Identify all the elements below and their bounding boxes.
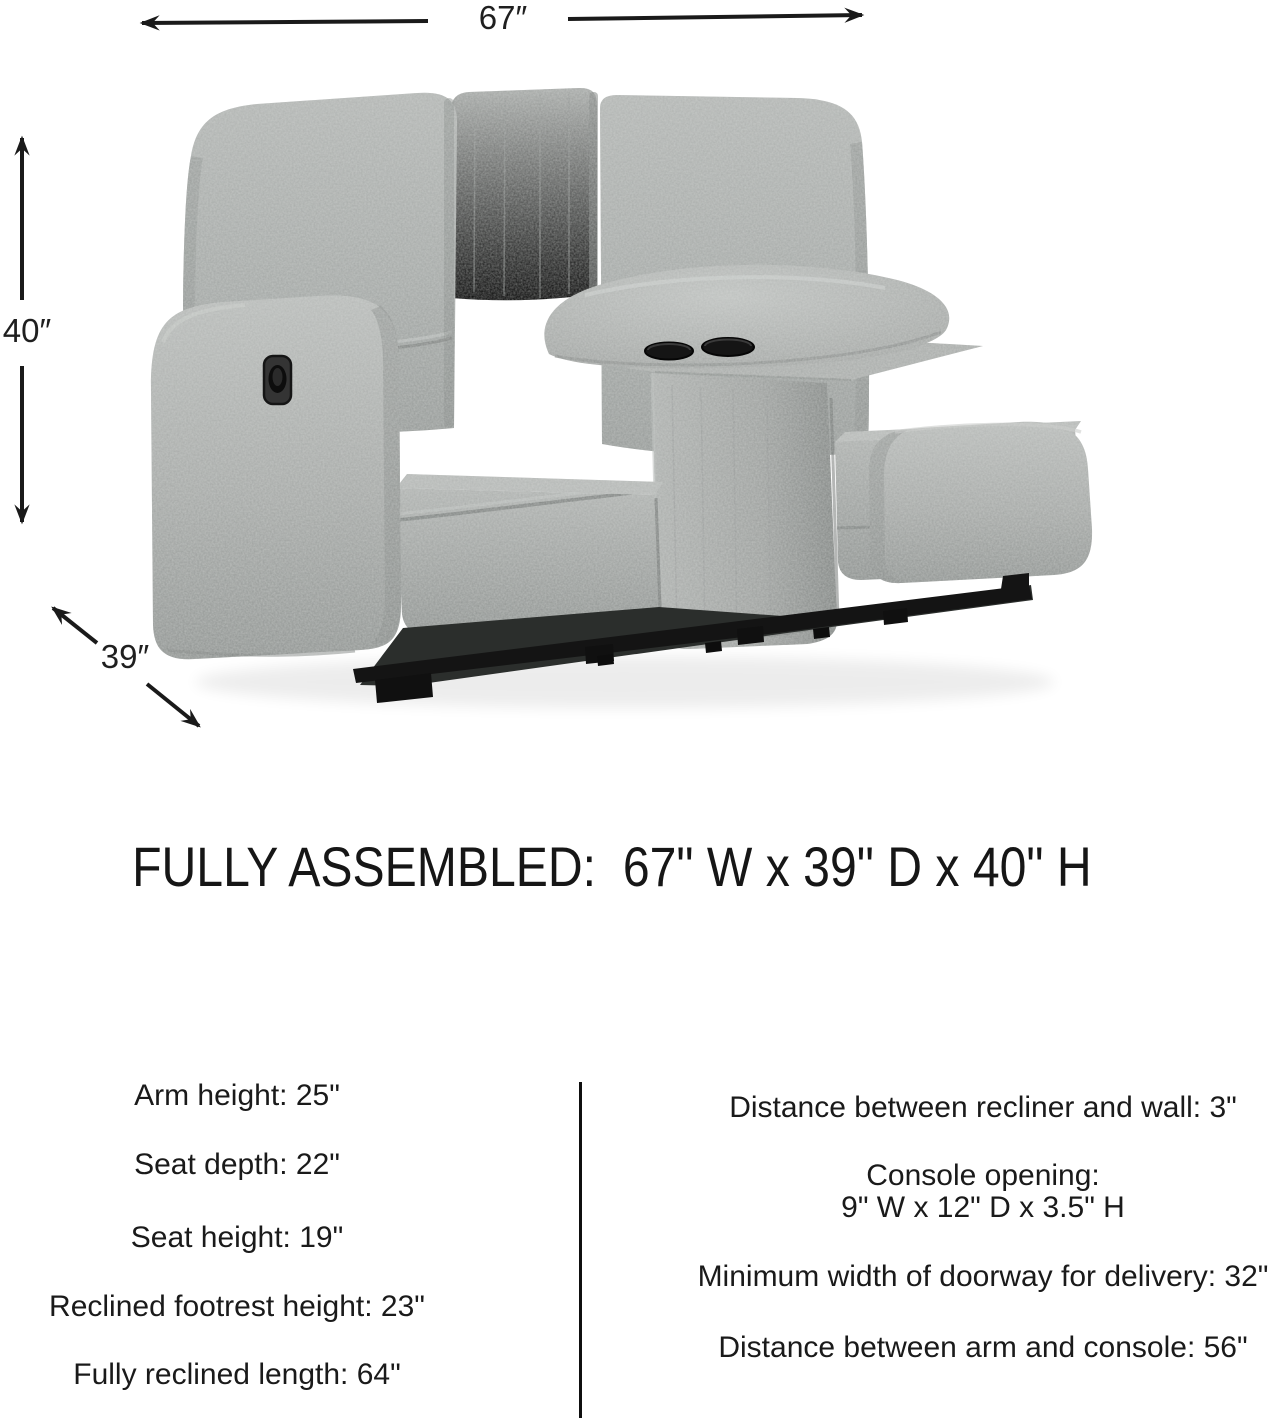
assembled-dimensions-heading: FULLY ASSEMBLED: 67" W x 39" D x 40" H (131, 835, 1092, 898)
spec-console-opening-size: 9" W x 12" D x 3.5" H (841, 1191, 1125, 1224)
spec-arm-console-distance: Distance between arm and console: 56" (718, 1331, 1248, 1364)
loveseat (151, 88, 1092, 708)
spec-seat-depth: Seat depth: 22" (134, 1148, 340, 1181)
depth-arrow-up (53, 608, 97, 643)
width-dimension-label: 67″ (478, 0, 528, 36)
specs-column-divider (579, 1082, 582, 1418)
floor-shadow (195, 656, 1055, 708)
depth-arrow-down (147, 684, 199, 726)
spec-arm-height: Arm height: 25" (134, 1079, 340, 1112)
width-arrow-right (568, 15, 862, 19)
spec-wall-distance: Distance between recliner and wall: 3" (729, 1091, 1237, 1124)
spec-doorway-width: Minimum width of doorway for delivery: 32" (697, 1260, 1269, 1293)
height-dimension-label: 40″ (2, 312, 52, 349)
depth-dimension-label: 39″ (100, 638, 150, 675)
spec-console-opening: Console opening: (866, 1159, 1100, 1192)
spec-footrest-height: Reclined footrest height: 23" (49, 1290, 425, 1323)
spec-seat-height: Seat height: 19" (130, 1221, 344, 1254)
recline-handle (264, 356, 291, 404)
spec-reclined-length: Fully reclined length: 64" (73, 1358, 401, 1391)
width-arrow-left (142, 21, 428, 23)
